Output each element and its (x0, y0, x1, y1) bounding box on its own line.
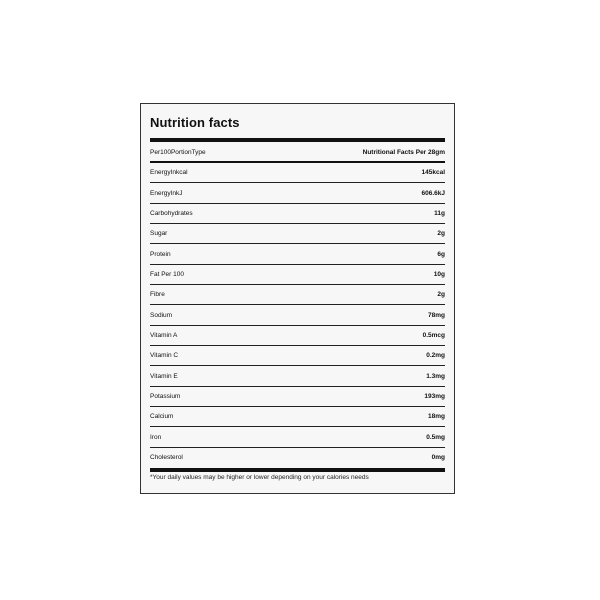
nutrient-name: Sodium (150, 311, 173, 319)
nutrient-row (150, 366, 445, 386)
nutrient-name: Potassium (150, 392, 181, 400)
nutrient-value: 606.6kJ (421, 189, 445, 197)
nutrient-name: Fibre (150, 291, 165, 299)
nutrient-row (150, 265, 445, 285)
panel-title: Nutrition facts (150, 115, 240, 130)
nutrient-name: EnergyInkJ (150, 189, 183, 197)
nutrient-name: Protein (150, 250, 171, 258)
bottom-divider (150, 468, 445, 472)
nutrient-name: Iron (150, 433, 162, 441)
nutrient-value: 2g (437, 230, 445, 238)
nutrient-value: 2g (437, 291, 445, 299)
nutrient-value: 1.3mg (426, 372, 445, 380)
nutrient-list (150, 163, 445, 468)
nutrient-value: 0.5mg (426, 433, 445, 441)
nutrient-name: Vitamin E (150, 372, 178, 380)
nutrient-name: Vitamin C (150, 352, 179, 360)
nutrient-value: 11g (434, 209, 445, 217)
nutrient-value: 193mg (424, 392, 445, 400)
nutrient-value: 0.5mcg (422, 331, 445, 339)
nutrient-row (150, 244, 445, 264)
header-left-label: Per100PortionType (150, 148, 206, 156)
nutrient-name: EnergyInkcal (150, 169, 188, 177)
nutrient-row (150, 346, 445, 366)
nutrient-row (150, 204, 445, 224)
nutrition-facts-panel (140, 103, 455, 494)
footnote: *Your daily values may be higher or lower depending on your calories needs (150, 474, 369, 481)
nutrient-row (150, 448, 445, 468)
nutrient-value: 6g (437, 250, 445, 258)
nutrient-row (150, 285, 445, 305)
header-row (150, 142, 445, 162)
nutrient-row (150, 183, 445, 203)
nutrient-value: 78mg (428, 311, 445, 319)
nutrient-row (150, 326, 445, 346)
nutrient-value: 10g (433, 270, 445, 278)
nutrient-value: 0.2mg (426, 352, 445, 360)
nutrient-name: Vitamin A (150, 331, 178, 339)
nutrient-name: Carbohydrates (150, 209, 193, 217)
nutrient-name: Cholesterol (150, 454, 183, 462)
nutrient-name: Calcium (150, 413, 174, 421)
nutrient-name: Sugar (150, 230, 168, 238)
nutrient-row (150, 163, 445, 183)
nutrient-row (150, 387, 445, 407)
nutrient-row (150, 427, 445, 447)
nutrient-name: Fat Per 100 (150, 270, 184, 278)
nutrient-value: 145kcal (421, 169, 445, 177)
nutrient-row (150, 407, 445, 427)
nutrient-row (150, 305, 445, 325)
header-right-label: Nutritional Facts Per 28gm (362, 148, 445, 156)
nutrient-value: 0mg (431, 454, 445, 462)
nutrient-value: 18mg (428, 413, 445, 421)
nutrient-row (150, 224, 445, 244)
